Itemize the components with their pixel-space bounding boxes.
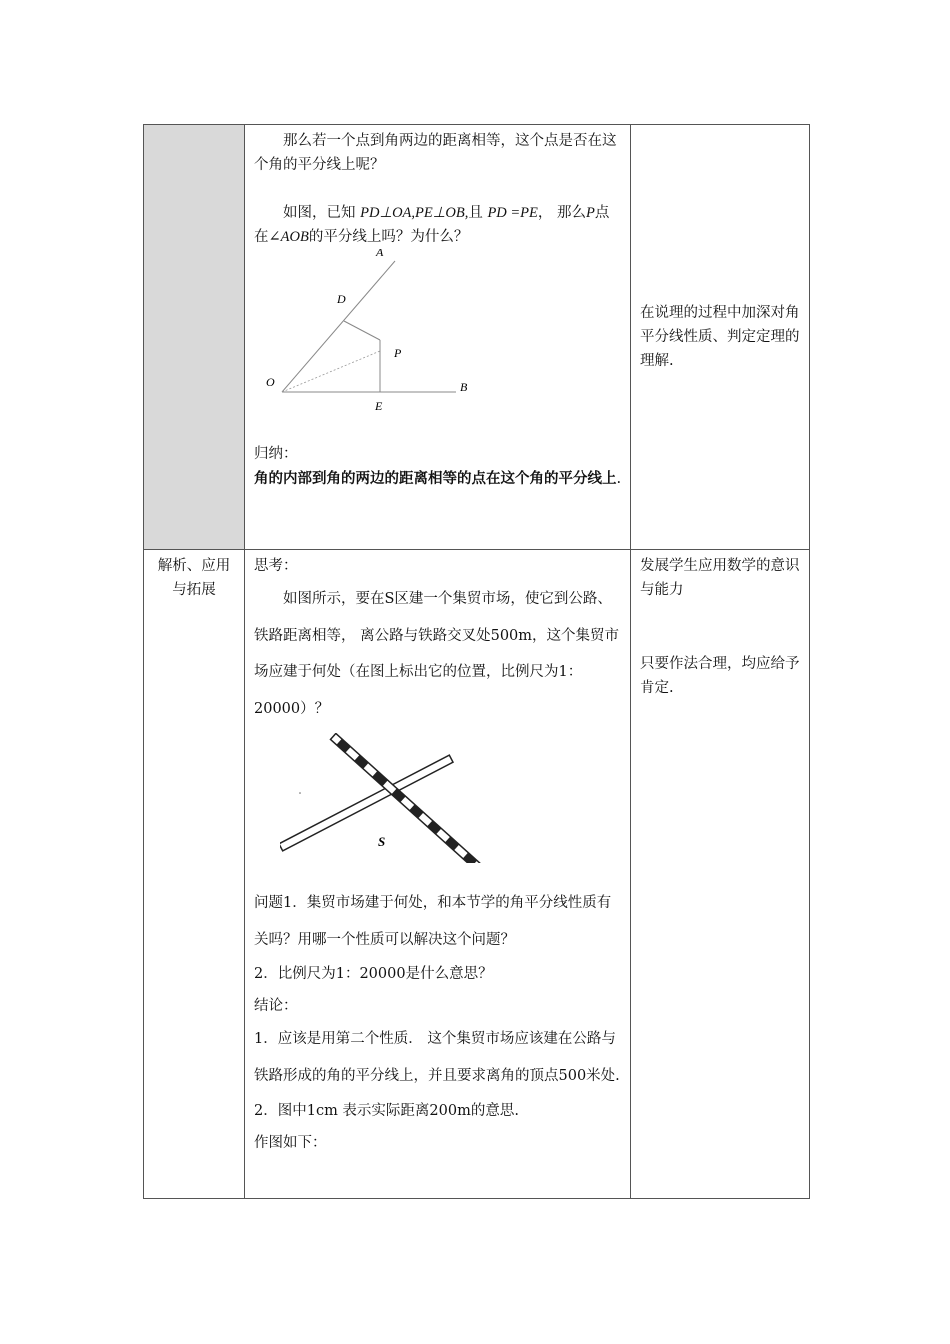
summary-text: 角的内部到角的两边的距离相等的点在这个角的平分线上. xyxy=(254,470,622,487)
label-b: B xyxy=(460,380,468,394)
draw-text: 作图如下： xyxy=(254,1135,327,1151)
problem-text: 如图所示，要在S区建一个集贸市场，使它到公路、铁路距离相等， 离公路与铁路交叉处500m，这个集贸市场应建于何处（在图上标出它的位置，比例尺为1：20000）？ xyxy=(254,591,620,717)
stage-cell xyxy=(144,550,245,1199)
conclusion-label: 结论： xyxy=(254,998,298,1014)
label-p: P xyxy=(394,346,402,360)
stage-label: 解析、应用与拓展 xyxy=(157,558,231,598)
question-1: 问题1．集贸市场建于何处，和本节学的角平分线性质有关吗？用哪一个性质可以解决这个问题？ xyxy=(254,895,612,948)
conclusion-1: 1．应该是用第二个性质． 这个集贸市场应该建在公路与铁路形成的角的平分线上，并且要求离角的顶点500米处. xyxy=(254,1031,620,1084)
intent-text-2: 只要作法合理，均应给予肯定. xyxy=(640,656,800,696)
content-cell xyxy=(245,550,631,1199)
intent-text-1: 发展学生应用数学的意识与能力 xyxy=(640,558,800,598)
label-o: O xyxy=(266,375,275,389)
label-s: S xyxy=(378,834,386,849)
lesson-table xyxy=(143,124,810,1199)
content-cell xyxy=(245,125,631,550)
think-label: 思考： xyxy=(254,558,298,574)
given-text: 如图，已知 PD⊥OA,PE⊥OB,且 PD =PE， 那么P点在∠AOB的平分线上吗？为什么？ xyxy=(254,205,610,245)
intent-text: 在说理的过程中加深对角平分线性质、判定定理的理解. xyxy=(640,305,800,369)
table-row xyxy=(144,125,810,550)
stage-cell xyxy=(144,125,245,550)
road-railway-figure xyxy=(280,733,580,863)
label-d: D xyxy=(337,292,346,306)
label-e: E xyxy=(375,399,383,413)
conclusion-2: 2．图中1cm 表示实际距离200m的意思. xyxy=(254,1103,519,1119)
label-a: A xyxy=(376,249,384,259)
summary-label: 归纳： xyxy=(254,446,298,462)
question-2: 2．比例尺为1：20000是什么意思？ xyxy=(254,966,493,982)
intent-cell xyxy=(631,550,810,1199)
table-row xyxy=(144,550,810,1199)
question-text: 那么若一个点到角两边的距离相等，这个点是否在这个角的平分线上呢？ xyxy=(254,133,617,173)
stage-label xyxy=(144,125,244,129)
intent-cell xyxy=(631,125,810,550)
angle-bisector-figure xyxy=(258,249,498,433)
